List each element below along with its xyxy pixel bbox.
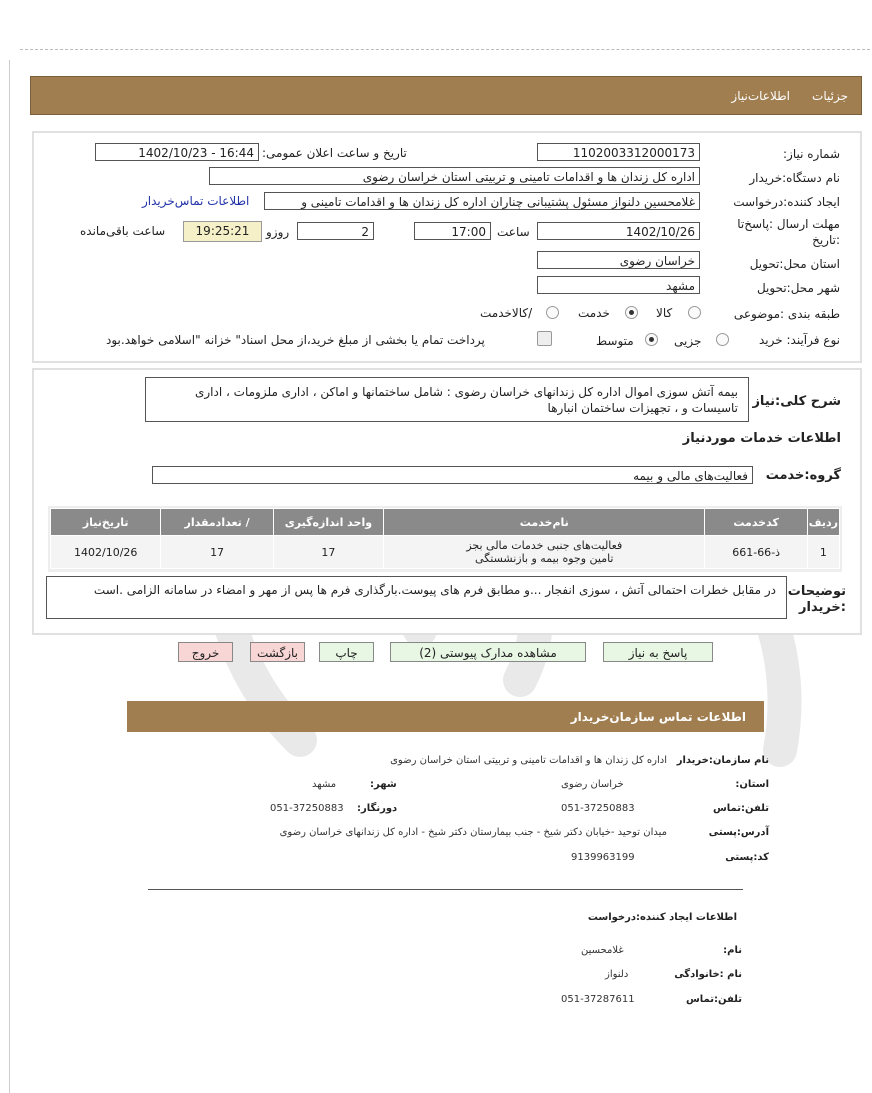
contact-phone-value: 051-37250883 <box>561 803 635 814</box>
contact-city-value: مشهد <box>312 779 337 790</box>
payment-note: پرداخت تمام یا بخشی از مبلغ خرید،از محل اسناد" خزانه "اسلامی خواهد.بود <box>106 333 485 347</box>
payment-checkbox[interactable] <box>537 331 552 346</box>
process-minor-radio[interactable] <box>716 333 729 346</box>
deadline-time-field: 17:00 <box>414 222 491 240</box>
process-medium-radio[interactable] <box>645 333 658 346</box>
contact-province-label: :استان <box>735 779 769 790</box>
cell-name-line1: فعالیت‌های جنبی خدمات مالی بجز <box>466 539 623 552</box>
need-number-field: 1102003312000173 <box>537 143 700 161</box>
service-group-label: گروه:خدمت <box>765 468 841 483</box>
city-field: مشهد <box>537 276 700 294</box>
category-label: طبقه بندی :موضوعی <box>733 307 840 321</box>
city-label: شهر محل:تحویل <box>756 281 840 295</box>
remaining-label: ساعت باقی‌مانده <box>80 224 166 238</box>
services-table <box>50 508 840 569</box>
buyer-org-label: نام دستگاه:خریدار <box>749 171 840 185</box>
creator-phone-value: 051-37287611 <box>561 994 635 1005</box>
creator-family-label: نام :خانوادگی <box>674 969 742 980</box>
category-service-label: خدمت <box>578 306 610 320</box>
contact-city-label: :شهر <box>370 779 397 790</box>
tab-details[interactable]: جزئیات <box>812 89 848 103</box>
process-label: نوع فرآیند: خرید <box>759 333 840 347</box>
creator-label: ایجاد کننده:درخواست <box>733 195 840 209</box>
tab-need-info[interactable]: اطلاعات‌نیاز <box>731 89 790 103</box>
need-number-label: شماره نیاز: <box>783 147 840 161</box>
view-attachments-button[interactable]: مشاهده مدارک پیوستی (2) <box>390 642 586 662</box>
contact-address-value: میدان توحید -خیابان دکتر شیخ - جنب بیمارستان دکتر شیخ - اداره کل زندانهای خراسان رضوی <box>279 827 667 838</box>
process-medium-label: متوسط <box>596 334 634 348</box>
back-button[interactable]: بازگشت <box>250 642 305 662</box>
buyer-org-field: اداره کل زندان ها و اقدامات تامینی و تربیتی استان خراسان رضوی <box>209 167 700 185</box>
category-goods-label: کالا <box>656 306 673 320</box>
process-minor-label: جزیی <box>674 334 702 348</box>
col-unit: واحد اندازه‌گیری <box>273 509 383 536</box>
col-date: تاریخ‌نیاز <box>51 509 161 536</box>
top-divider <box>20 49 870 50</box>
cell-unit: 17 <box>273 536 383 569</box>
contact-phone-label: تلفن:تماس <box>712 803 769 814</box>
description-text: بیمه آتش سوزی اموال اداره کل زندانهای خراسان رضوی : شامل ساختمانها و اماکن ، اداری ملزومات ، اداری تاسیسات و ، تجهیزات ساختمان انبارها <box>145 377 749 422</box>
deadline-date-field: 1402/10/26 <box>537 222 700 240</box>
days-field: 2 <box>297 222 374 240</box>
category-both-label: /کالاخدمت <box>480 306 533 320</box>
exit-button[interactable]: خروج <box>178 642 233 662</box>
service-group-field: فعالیت‌های مالی و بیمه <box>152 466 753 484</box>
contact-heading-bar <box>127 701 764 732</box>
cell-date: 1402/10/26 <box>51 536 161 569</box>
contact-province-value: خراسان رضوی <box>561 779 624 790</box>
category-both-radio[interactable] <box>546 306 559 319</box>
buyer-notes-text: در مقابل خطرات احتمالی آتش ، سوزی انفجار ...و مطابق فرم های پیوست.بارگذاری فرم ها پس از مهر و امضاء در سامانه الزامی .است <box>46 576 787 619</box>
description-label: شرح کلی:نیاز <box>752 394 841 409</box>
announce-field: 1402/10/23 - 16:44 <box>95 143 259 161</box>
cell-code: ذ-66-661 <box>705 536 807 569</box>
remaining-time-field: 19:25:21 <box>183 221 262 242</box>
cell-name <box>384 536 705 569</box>
deadline-label: مهلت ارسال :پاسخ‌تا <box>737 217 840 231</box>
creator-name-label: :نام <box>723 945 742 956</box>
days-label: روزو <box>266 225 290 239</box>
province-field: خراسان رضوی <box>537 251 700 269</box>
col-index: ردیف <box>807 509 839 536</box>
contact-heading: اطلاعات تماس سازمان‌خریدار <box>570 710 746 724</box>
org-value: اداره کل زندان ها و اقدامات تامینی و تربیتی استان خراسان رضوی <box>390 755 667 766</box>
need-info-panel <box>32 131 862 363</box>
creator-phone-label: تلفن:تماس <box>685 994 742 1005</box>
cell-name-line2: تامین وجوه بیمه و بازنشستگی <box>475 552 614 565</box>
buyer-contact-link[interactable]: اطلاعات تماس‌خریدار <box>142 194 250 208</box>
left-divider <box>9 60 10 1093</box>
contact-fax-label: :دورنگار <box>357 803 398 814</box>
contact-divider <box>148 889 743 890</box>
contact-postal-label: کد:پستی <box>725 852 769 863</box>
creator-family-value: دلنواز <box>605 969 629 980</box>
col-name: نام‌خدمت <box>384 509 705 536</box>
org-label: نام سازمان:خریدار <box>676 755 769 766</box>
category-service-radio[interactable] <box>625 306 638 319</box>
province-label: استان محل:تحویل <box>749 257 840 271</box>
hour-label: ساعت <box>497 225 530 239</box>
print-button[interactable]: چاپ <box>319 642 374 662</box>
creator-field: غلامحسین دلنواز مسئول پشتیبانی چناران اداره کل زندان ها و اقدامات تامینی و <box>264 192 700 210</box>
creator-info-heading: اطلاعات ایجاد کننده:درخواست <box>587 912 737 923</box>
buyer-notes-label-2: :خریدار <box>799 600 846 615</box>
deadline-label-2: :تاریخ <box>812 233 840 247</box>
col-qty: / تعدادمقدار <box>161 509 273 536</box>
contact-postal-value: 9139963199 <box>571 852 635 863</box>
contact-fax-value: 051-37250883 <box>270 803 344 814</box>
cell-qty: 17 <box>161 536 273 569</box>
creator-name-value: غلامحسین <box>581 945 624 956</box>
announce-label: تاریخ و ساعت اعلان عمومی: <box>262 146 407 160</box>
buyer-notes-label: توضیحات <box>787 584 846 599</box>
col-code: کدخدمت <box>705 509 807 536</box>
table-row <box>51 536 840 569</box>
services-heading: اطلاعات خدمات موردنیاز <box>682 431 841 446</box>
page-header <box>30 76 862 115</box>
cell-index: 1 <box>807 536 839 569</box>
category-goods-radio[interactable] <box>688 306 701 319</box>
contact-address-label: آدرس:پستی <box>708 827 769 838</box>
reply-button[interactable]: پاسخ به نیاز <box>603 642 713 662</box>
